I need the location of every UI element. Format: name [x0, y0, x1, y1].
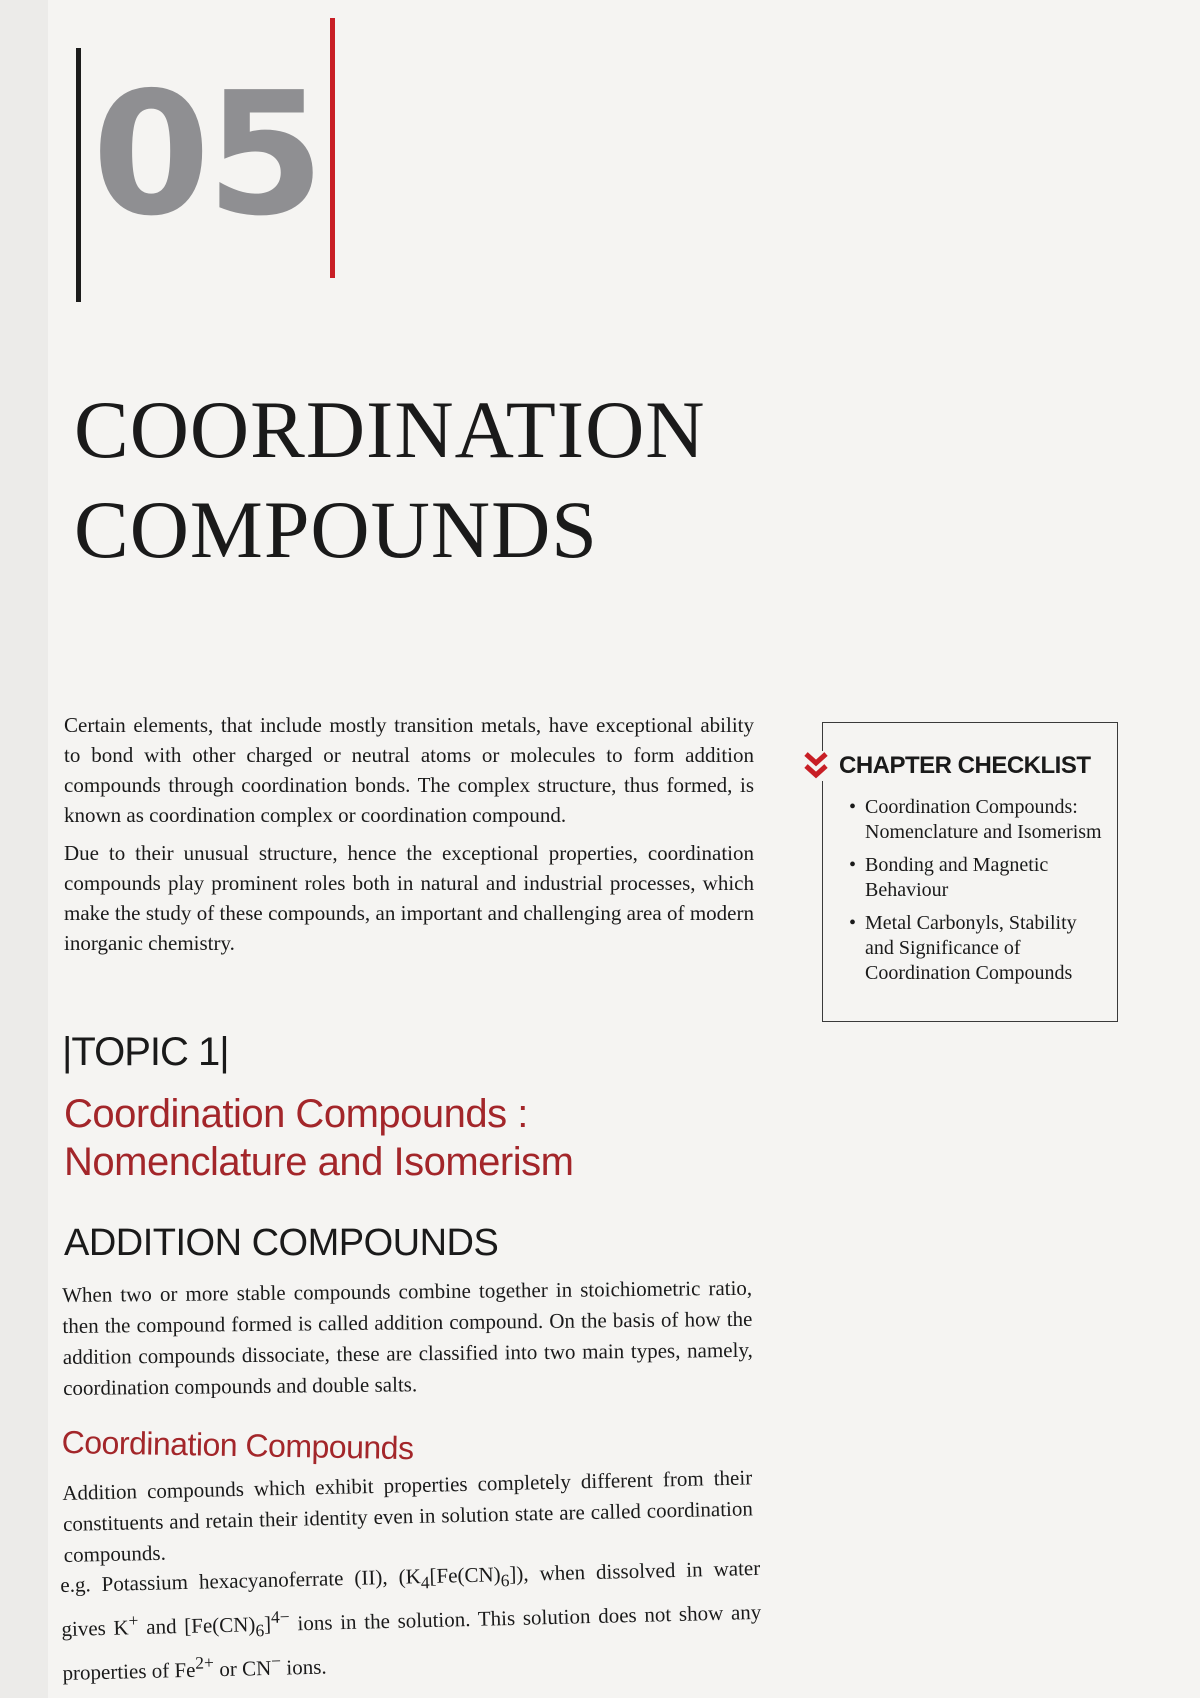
subscript: 6 [255, 1620, 265, 1641]
checklist-header [803, 751, 1097, 781]
example-text-part: ] [263, 1612, 272, 1637]
chapter-title-line1: COORDINATION [74, 384, 706, 475]
intro-paragraph-1: Certain elements, that include mostly transition metals, have exceptional ability to bond with other charged or neutral atoms or molecules to form addition compounds through coordination bonds. The complex structure, thus formed, is known as coordination complex or coordination compound. [64, 713, 754, 827]
superscript: 4− [270, 1606, 290, 1628]
subscript: 6 [500, 1570, 510, 1591]
chapter-rule-left [76, 48, 81, 302]
chapter-number: 05 [92, 56, 321, 254]
example-lead: e.g. Potassium hexacyanoferrate (II), [60, 1565, 388, 1597]
example-text-part: when dissolved in water gives K [61, 1555, 761, 1642]
example-text-part: ions in the solution. This solution does not show any properties of Fe [62, 1600, 762, 1686]
example-text [60, 1553, 763, 1689]
chapter-title [74, 380, 706, 580]
addition-compounds-text: When two or more stable compounds combine together in stoichiometric ratio, then the compound formed is called addition compound. On the basis of how the addition compounds dissociate, these are classified into two main types, namely, coordination compounds and double salts. [62, 1275, 753, 1400]
superscript: + [128, 1610, 139, 1631]
topic-label: |TOPIC 1| [62, 1030, 229, 1074]
checklist-item: • Metal Carbonyls, Stability and Significance of Coordination Compounds [849, 911, 1103, 986]
formula-part: [Fe(CN) [429, 1562, 501, 1588]
example-paragraph [60, 1553, 763, 1689]
checklist-list [849, 795, 1103, 986]
intro-paragraph-2: Due to their unusual structure, hence the exceptional properties, coordination compounds play prominent roles both in natural and industrial processes, which make the study of these compounds, an important and challenging area of modern inorganic chemistry. [64, 841, 754, 955]
chapter-checklist [822, 722, 1118, 1022]
chapter-rule-right [330, 18, 335, 278]
example-text-part: or CN [219, 1656, 272, 1682]
topic-title-line1: Coordination Compounds : [64, 1092, 528, 1136]
coordination-compounds-text: Addition compounds which exhibit properties completely different from their constituents and retain their identity even in solution state are called coordination compounds. [62, 1465, 754, 1567]
checklist-item: • Coordination Compounds: Nomenclature and Isomerism [849, 795, 1103, 845]
subscript: 4 [420, 1572, 430, 1593]
example-text-part: ions. [286, 1654, 327, 1680]
double-chevron-down-icon [803, 751, 829, 781]
checklist-title: CHAPTER CHECKLIST [839, 752, 1091, 779]
section-heading-addition: ADDITION COMPOUNDS [64, 1222, 499, 1264]
example-text-part: and [Fe(CN) [145, 1612, 256, 1640]
superscript: − [270, 1651, 282, 1672]
intro-text [64, 710, 754, 966]
subheading-coordination: Coordination Compounds [61, 1424, 414, 1467]
superscript: 2+ [195, 1652, 215, 1674]
formula-part: ]), [509, 1561, 529, 1587]
topic-title [64, 1090, 573, 1186]
formula-part: (K [398, 1564, 422, 1589]
chapter-title-line2: COMPOUNDS [74, 484, 598, 575]
topic-title-line2: Nomenclature and Isomerism [64, 1140, 574, 1184]
checklist-item: • Bonding and Magnetic Behaviour [849, 853, 1103, 903]
